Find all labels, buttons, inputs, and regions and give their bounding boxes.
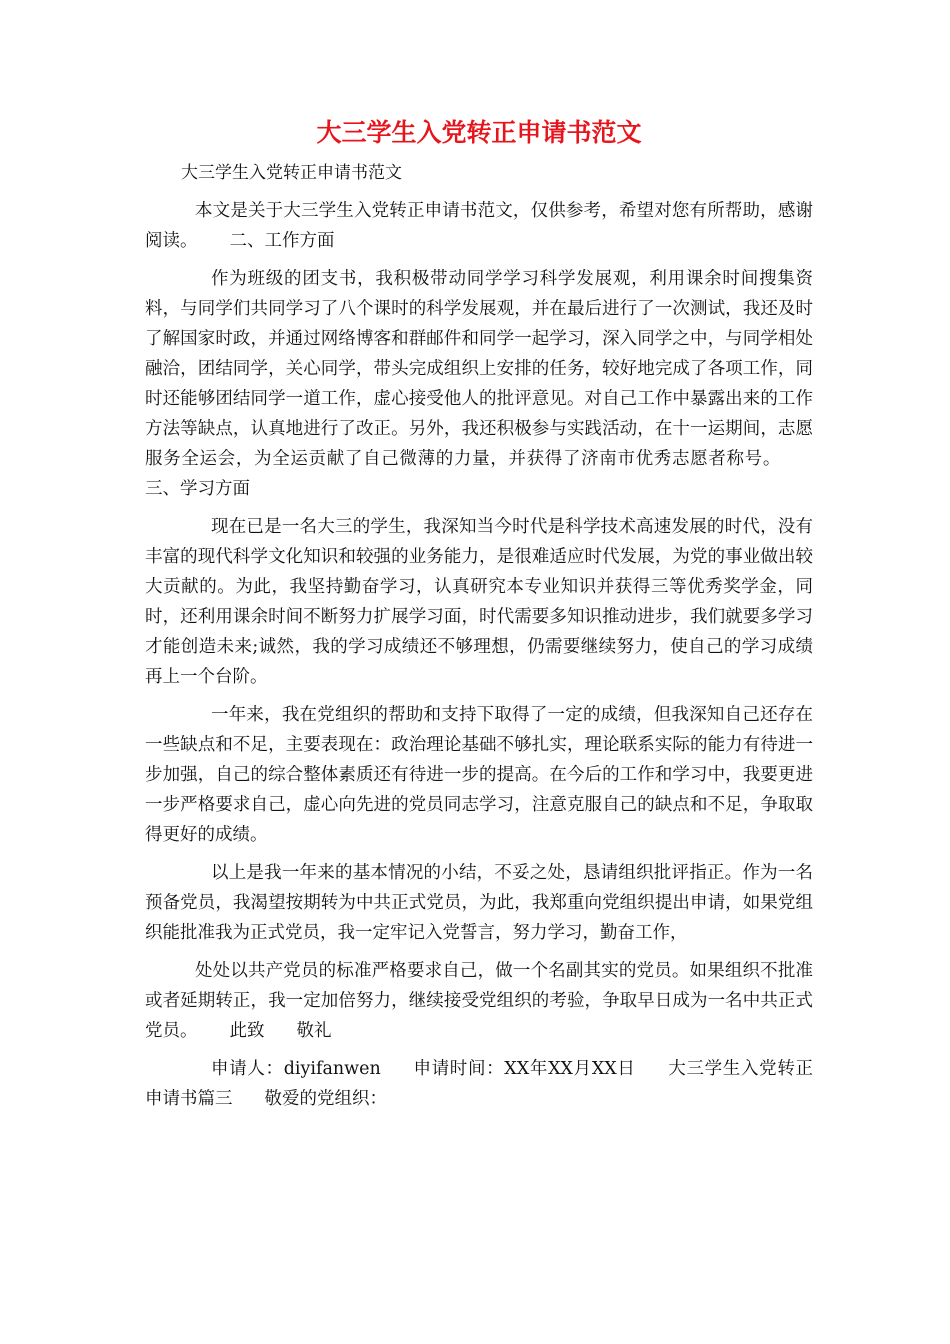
document-page	[145, 110, 813, 1122]
body-paragraph	[145, 196, 813, 256]
body-paragraph	[145, 700, 813, 850]
paragraph-segment: 敬爱的党组织：	[264, 1089, 387, 1109]
document-subtitle: 大三学生入党转正申请书范文	[181, 163, 402, 183]
paragraph-segment: 敬礼	[296, 1021, 332, 1041]
paragraph-segment: 本文是关于大三学生入党转正申请书范文，仅供参考，希望对您有所帮助，感谢阅读。	[145, 201, 813, 251]
document-body	[145, 196, 813, 1114]
paragraph-segment: 申请人：diyifanwen	[211, 1059, 381, 1079]
paragraph-segment: 三、学习方面	[145, 479, 250, 499]
paragraph-segment: 申请时间：XX年XX月XX日	[412, 1059, 636, 1079]
paragraph-segment: 此致	[229, 1021, 265, 1041]
body-paragraph	[145, 1054, 813, 1114]
document-title: 大三学生入党转正申请书范文	[316, 118, 642, 147]
body-paragraph	[145, 264, 813, 504]
paragraph-segment: 作为班级的团支书，我积极带动同学学习科学发展观，利用课余时间搜集资料，与同学们共同学习了八个课时的科学发展观，并在最后进行了一次测试，我还及时了解国家时政，并通过网络博客和群邮件和同学一起学习，深入同学之中，与同学相处融洽，团结同学，关心同学，带头完成组织上安排的任务，较好地完成了各项工作，同时还能够团结同学一道工作，虚心接受他人的批评意见。对自己工作中暴露出来的工作方法等缺点，认真地进行了改正。另外，我还积极参与实践活动，在十一运期间，志愿服务全运会，为全运贡献了自己微薄的力量，并获得了济南市优秀志愿者称号。	[145, 269, 813, 469]
paragraph-segment: 现在已是一名大三的学生，我深知当今时代是科学技术高速发展的时代，没有丰富的现代科学文化知识和较强的业务能力，是很难适应时代发展，为党的事业做出较大贡献的。为此，我坚持勤奋学习，认真研究本专业知识并获得三等优秀奖学金，同时，还利用课余时间不断努力扩展学习面，时代需要多知识推动进步，我们就要多学习才能创造未来;诚然，我的学习成绩还不够理想，仍需要继续努力，使自己的学习成绩再上一个台阶。	[145, 517, 813, 687]
paragraph-segment: 二、工作方面	[229, 231, 335, 251]
body-paragraph	[145, 956, 813, 1046]
paragraph-segment: 处处以共产党员的标准严格要求自己，做一个名副其实的党员。如果组织不批准或者延期转正，我一定加倍努力，继续接受党组织的考验，争取早日成为一名中共正式党员。	[145, 961, 813, 1041]
body-paragraph	[145, 512, 813, 692]
body-paragraph	[145, 858, 813, 948]
paragraph-segment: 以上是我一年来的基本情况的小结，不妥之处，恳请组织批评指正。作为一名预备党员，我渴望按期转为中共正式党员，为此，我郑重向党组织提出申请，如果党组织能批准我为正式党员，我一定牢记入党誓言，努力学习，勤奋工作，	[145, 863, 813, 943]
paragraph-segment: 一年来，我在党组织的帮助和支持下取得了一定的成绩，但我深知自己还存在一些缺点和不足，主要表现在：政治理论基础不够扎实，理论联系实际的能力有待进一步加强，自己的综合整体素质还有待进一步的提高。在今后的工作和学习中，我要更进一步严格要求自己，虚心向先进的党员同志学习，注意克服自己的缺点和不足，争取取得更好的成绩。	[145, 705, 813, 845]
paragraph-segment: 大三学生入党转正申请书篇三	[145, 1059, 813, 1109]
